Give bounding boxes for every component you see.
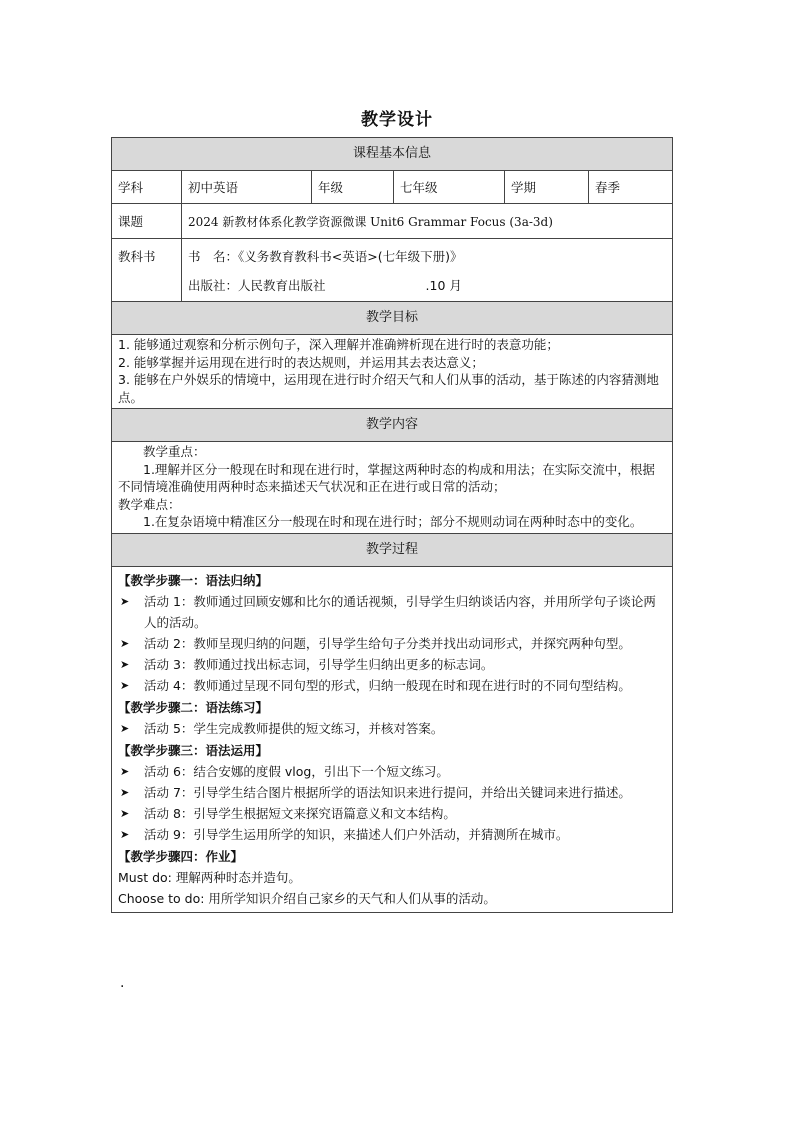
difficulty-label: 教学难点： [118,496,181,512]
content-header: 教学内容 [112,409,672,442]
activity-text: 活动 8：引导学生根据短文来探究语篇意义和文本结构。 [144,805,456,821]
term-label: 学期 [505,171,589,203]
lesson-plan-table [111,137,673,913]
publisher-name: 出版社：人民教育出版社 [188,277,326,293]
activity-text: 活动 4：教师通过呈现不同句型的形式，归纳一般现在时和现在进行时的不同句型结构。 [144,677,631,693]
objectives-header: 教学目标 [112,302,672,335]
activity-item [118,718,666,739]
activity-item [118,654,666,675]
publisher-line [188,276,462,294]
grade-label: 年级 [312,171,394,203]
term-value: 春季 [595,180,621,195]
topic-value: 2024 新教材体系化教学资源微课 Unit6 Grammar Focus (3a-3d) [188,214,553,229]
step-heading: 【教学步骤三：语法运用】 [118,742,269,758]
arrow-bullet-icon: ➤ [120,678,130,692]
textbook-row [112,239,672,302]
step-heading: 【教学步骤一：语法归纳】 [118,572,269,588]
publisher-date: .10 月 [425,277,462,293]
arrow-bullet-icon: ➤ [120,594,130,608]
document-title: 教学设计 [361,110,433,130]
topic-row [112,204,672,239]
process-header: 教学过程 [112,534,672,567]
trailing-mark: . [120,975,125,991]
activity-text: 活动 7：引导学生结合图片根据所学的语法知识来进行提问，并给出关键词来进行描述。 [144,784,631,800]
process-body [112,567,672,912]
textbook-info [182,239,672,301]
textbook-title: 书 名：《义务教育教科书<英语>(七年级下册)》 [188,248,463,264]
step-heading: 【教学步骤四：作业】 [118,848,244,864]
arrow-bullet-icon: ➤ [120,827,130,841]
activity-item [118,591,666,633]
grade-value: 七年级 [394,171,505,203]
objective-item: 3. 能够在户外娱乐的情境中，运用现在进行时介绍天气和人们从事的活动，基于陈述的内容猜测地点。 [118,372,659,405]
subject-label: 学科 [112,171,182,203]
arrow-bullet-icon: ➤ [120,764,130,778]
textbook-label: 教科书 [112,239,182,301]
basic-info-header: 课程基本信息 [112,138,672,171]
arrow-bullet-icon: ➤ [120,721,130,735]
activity-item [118,633,666,654]
choose-to-do-line: Choose to do: 用所学知识介绍自己家乡的天气和人们从事的活动。 [118,890,496,906]
arrow-bullet-icon: ➤ [120,636,130,650]
difficulty-item: 1.在复杂语境中精准区分一般现在时和现在进行时；部分不规则动词在两种时态中的变化。 [143,514,643,529]
must-do-line: Must do: 理解两种时态并造句。 [118,869,301,885]
activity-text: 活动 6：结合安娜的度假 vlog，引出下一个短文练习。 [144,763,449,779]
activity-text: 活动 9：引导学生运用所学的知识，来描述人们户外活动，并猜测所在城市。 [144,826,569,842]
activity-text: 活动 2：教师呈现归纳的问题，引导学生给句子分类并找出动词形式，并探究两种句型。 [144,635,631,651]
arrow-bullet-icon: ➤ [120,806,130,820]
activity-item [118,782,666,803]
subject-value: 初中英语 [182,171,312,203]
step-heading: 【教学步骤二：语法练习】 [118,699,269,715]
activity-text: 活动 1：教师通过回顾安娜和比尔的通话视频，引导学生归纳谈话内容，并用所学句子谈论两人的活动。 [144,593,656,630]
subject-row [112,171,672,204]
activity-item [118,761,666,782]
activity-item [118,675,666,696]
activity-item [118,803,666,824]
activity-text: 活动 3：教师通过找出标志词，引导学生归纳出更多的标志词。 [144,656,494,672]
objective-item: 2. 能够掌握并运用现在进行时的表达规则，并运用其去表达意义； [118,354,484,370]
arrow-bullet-icon: ➤ [120,785,130,799]
arrow-bullet-icon: ➤ [120,657,130,671]
content-body [112,442,672,534]
topic-label: 课题 [112,204,182,238]
activity-text: 活动 5：学生完成教师提供的短文练习，并核对答案。 [144,720,444,736]
objective-item: 1. 能够通过观察和分析示例句子，深入理解并准确辨析现在进行时的表意功能； [118,337,559,352]
focus-label: 教学重点： [143,444,206,459]
focus-item: 1.理解并区分一般现在时和现在进行时，掌握这两种时态的构成和用法；在实际交流中，根据不同情境准确使用两种时态来描述天气状况和正在进行或日常的活动； [118,461,655,494]
activity-item [118,824,666,845]
objectives-body [112,335,672,409]
